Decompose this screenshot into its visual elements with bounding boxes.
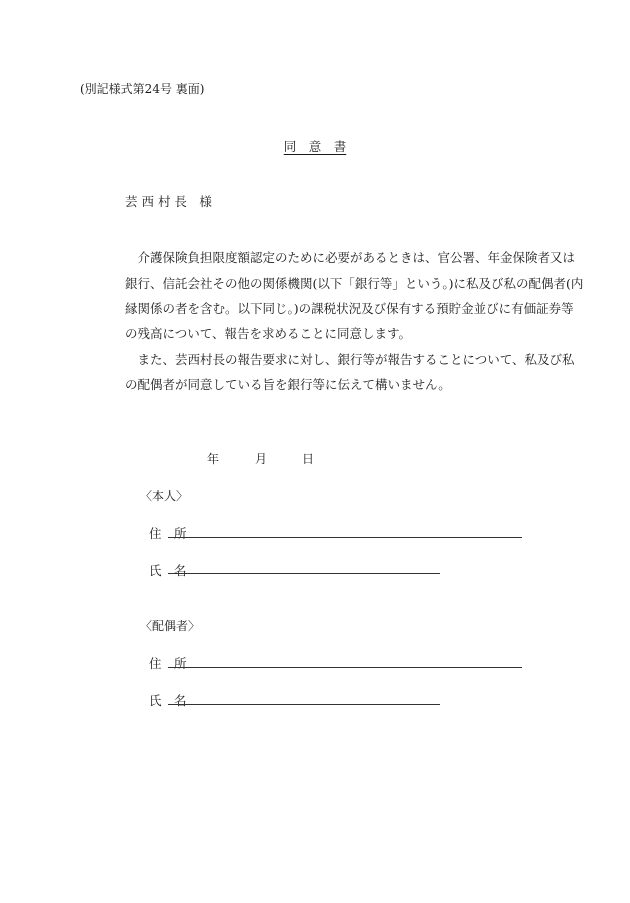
spouse-name-label: 氏 名: [149, 693, 187, 708]
self-name-field[interactable]: [168, 573, 440, 574]
body-line: の残高について、報告を求めることに同意します。: [125, 326, 412, 341]
date-year-label: 年: [207, 452, 220, 466]
self-name-label: 氏 名: [149, 563, 187, 578]
document-title-text: 同 意 書: [283, 139, 347, 154]
body-line: また、芸西村長の報告要求に対し、銀行等が報告することについて、私及び私: [125, 352, 575, 367]
spouse-name-field[interactable]: [168, 704, 440, 705]
body-line: 縁関係の者を含む。以下同じ。)の課税状況及び保有する預貯金並びに有価証券等: [125, 301, 574, 316]
addressee: 芸 西 村 長 様: [125, 194, 212, 209]
self-address-label: 住 所: [149, 526, 187, 541]
body-line: 銀行、信託会社その他の関係機関(以下「銀行等」という。)に私及び私の配偶者(内: [125, 276, 584, 291]
body-line: 介護保険負担限度額認定のために必要があるときは、官公署、年金保険者又は: [125, 250, 576, 265]
self-address-field[interactable]: [168, 537, 522, 538]
self-section-label: 〈本人〉: [140, 489, 189, 503]
document-title: [0, 137, 630, 155]
spouse-address-label: 住 所: [149, 656, 187, 671]
spouse-address-field[interactable]: [168, 667, 522, 668]
spouse-section-label: 〈配偶者〉: [140, 619, 201, 633]
date-month-label: 月: [255, 452, 268, 466]
body-line: の配偶者が同意している旨を銀行等に伝えて構いません。: [125, 377, 451, 392]
form-reference: (別記様式第24号 裏面): [80, 82, 205, 96]
date-day-label: 日: [302, 452, 315, 466]
